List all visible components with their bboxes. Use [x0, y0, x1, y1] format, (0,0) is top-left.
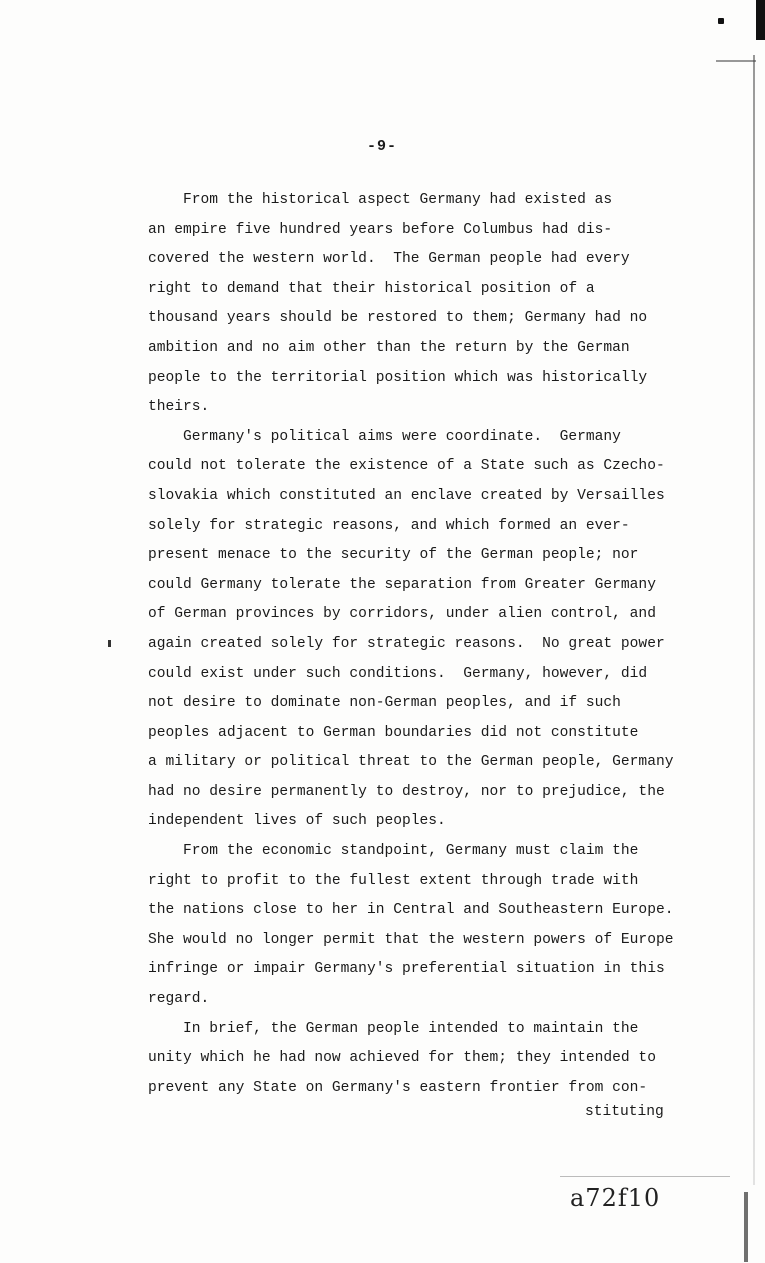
text-line: peoples adjacent to German boundaries did not constitute [148, 724, 639, 741]
text-line: not desire to dominate non-German peoples, and if such [148, 695, 621, 712]
text-line: theirs. [148, 399, 210, 416]
text-line: solely for strategic reasons, and which formed an ever- [148, 517, 630, 534]
text-line: covered the western world. The German people had every [148, 251, 630, 268]
text-line: regard. [148, 991, 210, 1008]
text-line: the nations close to her in Central and Southeastern Europe. [148, 902, 674, 919]
catch-word: stituting [585, 1104, 664, 1120]
text-line: of German provinces by corridors, under alien control, and [148, 606, 656, 623]
text-line: infringe or impair Germany's preferential situation in this [148, 961, 665, 978]
text-line: again created solely for strategic reasons. No great power [148, 635, 665, 652]
scan-right-edge [753, 55, 755, 1185]
text-line: ambition and no aim other than the return by the German [148, 339, 630, 356]
text-line: a military or political threat to the German people, Germany [148, 754, 674, 771]
scan-edge-scribble [716, 42, 756, 62]
text-line: could exist under such conditions. Germany, however, did [148, 665, 648, 682]
text-line: prevent any State on Germany's eastern frontier from con- [148, 1079, 648, 1096]
text-line: right to demand that their historical position of a [148, 280, 595, 297]
text-line: right to profit to the fullest extent through trade with [148, 872, 639, 889]
text-line: She would no longer permit that the western powers of Europe [148, 931, 674, 948]
signature-rule [560, 1176, 730, 1177]
text-line: slovakia which constituted an enclave created by Versailles [148, 487, 665, 504]
scan-bottom-edge-mark [744, 1192, 748, 1262]
text-line: people to the territorial position which was historically [148, 369, 648, 386]
text-line: present menace to the security of the German people; nor [148, 547, 639, 564]
text-line: In brief, the German people intended to maintain the [148, 1020, 639, 1037]
scan-edge-mark [756, 0, 765, 40]
body-text [148, 186, 708, 1103]
margin-mark [108, 640, 111, 647]
text-line: independent lives of such peoples. [148, 813, 446, 830]
scan-speck [718, 18, 724, 24]
text-line: From the historical aspect Germany had existed as [148, 192, 613, 208]
handwritten-note: a72f10 [570, 1184, 661, 1212]
text-line: unity which he had now achieved for them; they intended to [148, 1050, 656, 1067]
text-line: From the economic standpoint, Germany must claim the [148, 843, 639, 860]
text-line: thousand years should be restored to them; Germany had no [148, 310, 648, 327]
text-line: Germany's political aims were coordinate. Germany [148, 428, 621, 445]
page-number: -9- [367, 138, 398, 155]
text-line: an empire five hundred years before Columbus had dis- [148, 221, 613, 238]
text-line: could Germany tolerate the separation from Greater Germany [148, 576, 656, 593]
text-line: could not tolerate the existence of a State such as Czecho- [148, 458, 665, 475]
text-line: had no desire permanently to destroy, nor to prejudice, the [148, 783, 665, 800]
